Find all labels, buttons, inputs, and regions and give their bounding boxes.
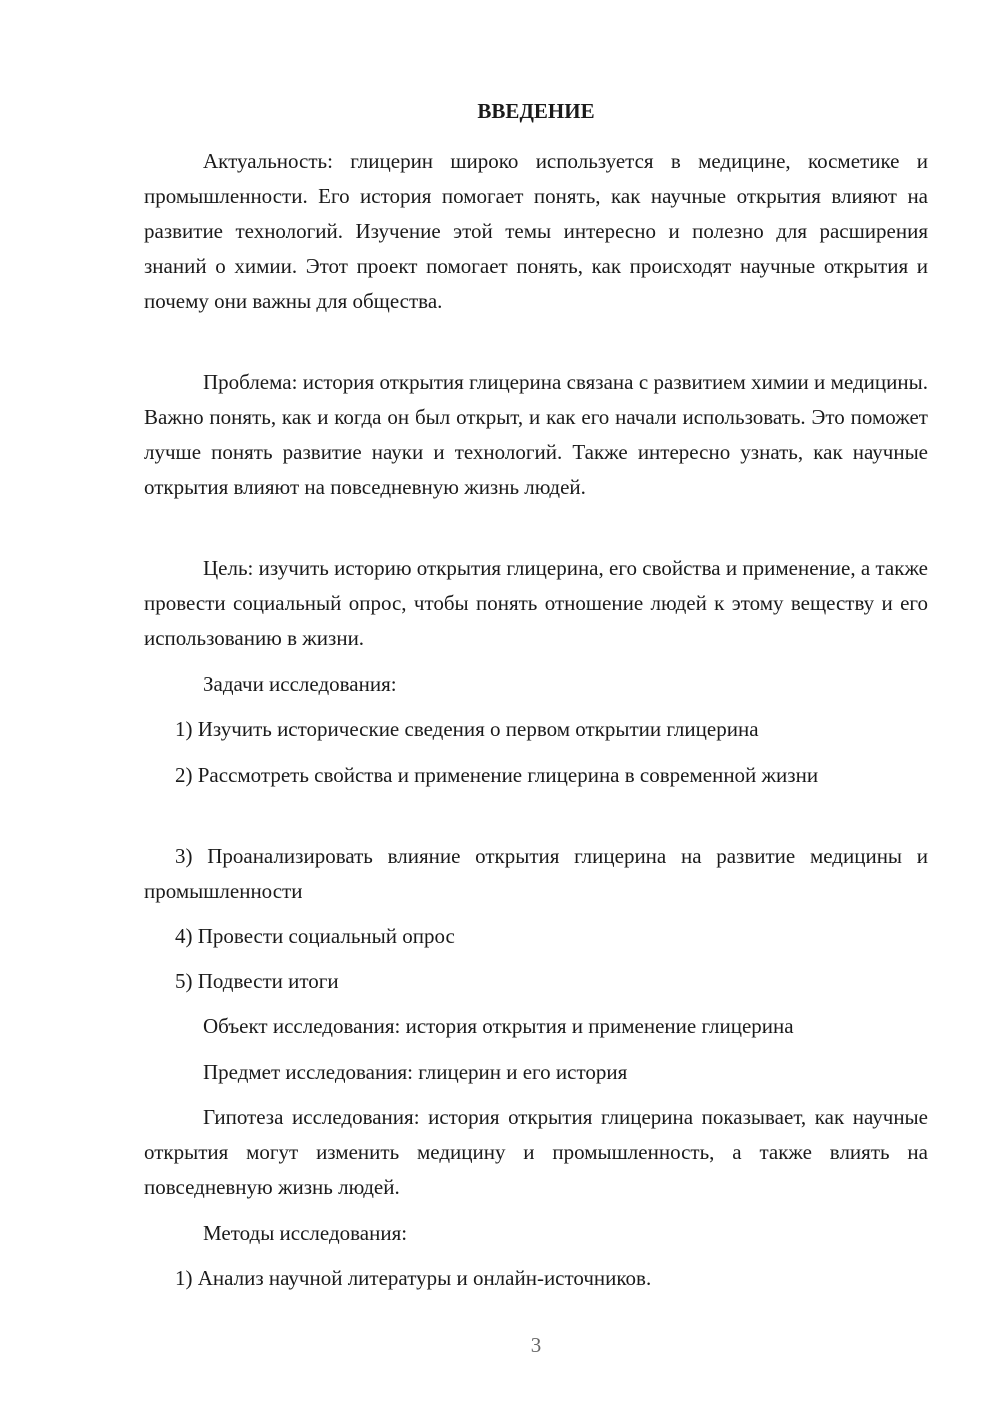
page-number: 3 (530, 1333, 542, 1357)
methods-heading: Методы исследования: (203, 1221, 408, 1245)
paragraph-goal: Цель: изучить историю открытия глицерина, его свойства и применение, а также провести социальный опрос, чтобы понять отношение людей к этому веществу и его использованию в жизни. (144, 556, 928, 650)
task-item-5: 5) Подвести итоги (175, 969, 339, 993)
method-item-1: 1) Анализ научной литературы и онлайн-источников. (175, 1266, 652, 1290)
tasks-heading: Задачи исследования: (203, 672, 397, 696)
paragraph-subject: Предмет исследования: глицерин и его история (203, 1060, 628, 1084)
paragraph-relevance: Актуальность: глицерин широко используется в медицине, косметике и промышленности. Его история помогает понять, как научные открытия влияют на развитие технологий. Изучение этой темы интересно и полезно для расширения знаний о химии. Этот проект помогает понять, как происходят научные открытия и почему они важны для общества. (144, 149, 928, 313)
page-title: ВВЕДЕНИЕ (477, 99, 595, 123)
task-item-3: 3) Проанализировать влияние открытия глицерина на развитие медицины и промышленности (144, 844, 928, 903)
paragraph-object: Объект исследования: история открытия и применение глицерина (203, 1014, 794, 1038)
task-item-2: 2) Рассмотреть свойства и применение глицерина в современной жизни (175, 763, 819, 787)
task-item-4: 4) Провести социальный опрос (175, 924, 455, 948)
paragraph-hypothesis: Гипотеза исследования: история открытия глицерина показывает, как научные открытия могут изменить медицину и промышленность, а также влиять на повседневную жизнь людей. (144, 1105, 928, 1199)
paragraph-problem: Проблема: история открытия глицерина связана с развитием химии и медицины. Важно понять, как и когда он был открыт, и как его начали использовать. Это поможет лучше понять развитие науки и технологий. Также интересно узнать, как научные открытия влияют на повседневную жизнь людей. (144, 370, 928, 499)
task-item-1: 1) Изучить исторические сведения о первом открытии глицерина (175, 717, 759, 741)
